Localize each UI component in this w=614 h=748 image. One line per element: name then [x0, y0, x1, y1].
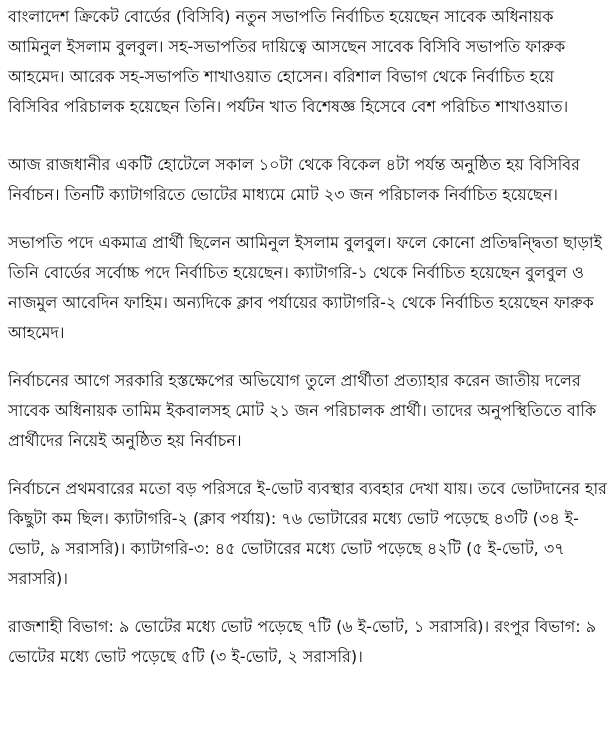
paragraph-spacer [8, 456, 608, 474]
paragraph-spacer [8, 210, 608, 228]
paragraph-e-voting: নির্বাচনে প্রথমবারের মতো বড় পরিসরে ই-ভোট ব্যবস্থার ব্যবহার দেখা যায়। তবে ভোটদানের হার কিছুটা কম ছিল। ক্যাটাগরি-২ (ক্লাব পর্যায়): ৭৬ ভোটারের মধ্যে ভোট পড়েছে ৪৩টি (৩৪ ই-ভোট, ৯ সরাসরি)। ক্যাটাগরি-৩: ৪৫ ভোটারের মধ্যে ভোট পড়েছে ৪২টি (৫ ই-ভোট, ৩৭ সরাসরি)। [8, 479, 607, 588]
paragraph-division-votes: রাজশাহী বিভাগ: ৯ ভোটের মধ্যে ভোট পড়েছে ৭টি (৬ ই-ভোট, ১ সরাসরি)। রংপুর বিভাগ: ৯ ভোটের মধ্যে ভোট পড়েছে ৫টি (৩ ই-ভোট, ২ সরাসরি)। [8, 617, 597, 666]
paragraph-spacer [8, 122, 608, 150]
paragraph-withdrawals: নির্বাচনের আগে সরকারি হস্তক্ষেপের অভিযোগ তুলে প্রার্থীতা প্রত্যাহার করেন জাতীয় দলের সাবেক অধিনায়ক তামিম ইকবালসহ মোট ২১ জন পরিচালক প্রার্থী। তাদের অনুপস্থিতিতে বাকি প্রার্থীদের নিয়েই অনুষ্ঠিত হয় নির্বাচন। [8, 371, 597, 450]
paragraph-spacer [8, 348, 608, 366]
paragraph-spacer [8, 594, 608, 612]
article-body [8, 2, 608, 672]
paragraph-election-held: আজ রাজধানীর একটি হোটেলে সকাল ১০টা থেকে বিকেল ৪টা পর্যন্ত অনুষ্ঠিত হয় বিসিবির নির্বাচন। তিনটি ক্যাটাগরিতে ভোটের মাধ্যমে মোট ২৩ জন পরিচালক নির্বাচিত হয়েছেন। [8, 155, 580, 204]
paragraph-sole-candidate: সভাপতি পদে একমাত্র প্রার্থী ছিলেন আমিনুল ইসলাম বুলবুল। ফলে কোনো প্রতিদ্বন্দ্বিতা ছাড়াই তিনি বোর্ডের সর্বোচ্চ পদে নির্বাচিত হয়েছেন। ক্যাটাগরি-১ থেকে নির্বাচিত হয়েছেন বুলবুল ও নাজমুল আবেদিন ফাহিম। অন্যদিকে ক্লাব পর্যায়ের ক্যাটাগরি-২ থেকে নির্বাচিত হয়েছেন ফারুক আহমেদ। [8, 233, 602, 342]
paragraph-president-elected: বাংলাদেশ ক্রিকেট বোর্ডের (বিসিবি) নতুন সভাপতি নির্বাচিত হয়েছেন সাবেক অধিনায়ক আমিনুল ইসলাম বুলবুল। সহ-সভাপতির দায়িত্বে আসছেন সাবেক বিসিবি সভাপতি ফারুক আহমেদ। আরেক সহ-সভাপতি শাখাওয়াত হোসেন। বরিশাল বিভাগ থেকে নির্বাচিত হয়ে বিসিবির পরিচালক হয়েছেন তিনি। পর্যটন খাত বিশেষজ্ঞ হিসেবে বেশ পরিচিত শাখাওয়াত। [8, 7, 569, 116]
